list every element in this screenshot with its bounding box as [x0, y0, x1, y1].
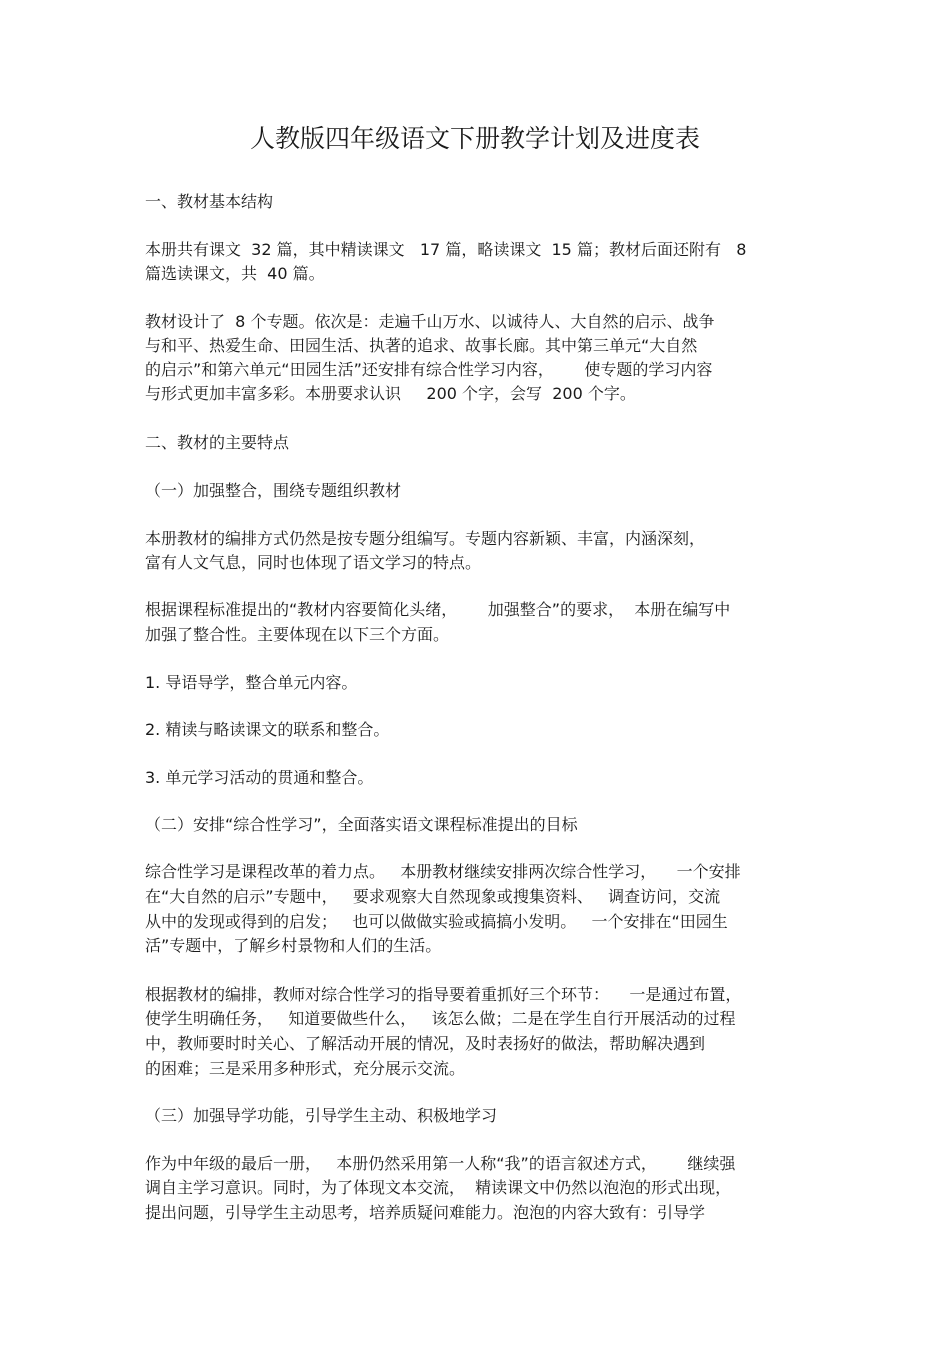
paragraph-line: 综合性学习是课程改革的着力点。 本册教材继续安排两次综合性学习， 一个安排	[145, 862, 741, 881]
paragraph-line: 中，教师要时时关心、了解活动开展的情况，及时表扬好的做法，帮助解决遇到	[145, 1034, 706, 1053]
paragraph-line: 的困难；三是采用多种形式，充分展示交流。	[145, 1059, 466, 1078]
subsection-heading-2: （二）安排“综合性学习”，全面落实语文课程标准提出的目标	[145, 815, 578, 834]
paragraph-line: 调自主学习意识。同时，为了体现文本交流， 精读课文中仍然以泡泡的形式出现，	[145, 1178, 732, 1197]
paragraph-line: 根据教材的编排，教师对综合性学习的指导要着重抓好三个环节： 一是通过布置，	[145, 985, 742, 1004]
paragraph-line: 富有人文气息，同时也体现了语文学习的特点。	[145, 553, 482, 572]
list-item: 2. 精读与略读课文的联系和整合。	[145, 720, 390, 739]
paragraph-line: 加强了整合性。主要体现在以下三个方面。	[145, 625, 450, 644]
paragraph-line: 根据课程标准提出的“教材内容要简化头绪， 加强整合”的要求， 本册在编写中	[145, 600, 731, 619]
paragraph-line: 与和平、热爱生命、田园生活、执著的追求、故事长廊。其中第三单元“大自然	[145, 336, 698, 355]
paragraph-line: 本册教材的编排方式仍然是按专题分组编写。专题内容新颖、丰富，内涵深刻，	[145, 529, 706, 548]
document-title: 人教版四年级语文下册教学计划及进度表	[249, 124, 700, 153]
section-heading-2: 二、教材的主要特点	[145, 433, 290, 452]
list-item: 3. 单元学习活动的贯通和整合。	[145, 768, 374, 787]
subsection-heading-1: （一）加强整合，围绕专题组织教材	[145, 481, 402, 500]
paragraph-line: 篇选读课文，共 40 篇。	[145, 264, 325, 283]
paragraph-line: 的启示”和第六单元“田园生活”还安排有综合性学习内容， 使专题的学习内容	[145, 360, 713, 379]
paragraph-line: 本册共有课文 32 篇，其中精读课文 17 篇，略读课文 15 篇；教材后面还附有 8	[145, 240, 747, 259]
section-heading-1: 一、教材基本结构	[145, 192, 274, 211]
paragraph-line: 使学生明确任务， 知道要做些什么， 该怎么做；二是在学生自行开展活动的过程	[145, 1009, 736, 1028]
paragraph-line: 与形式更加丰富多彩。本册要求认识 200 个字，会写 200 个字。	[145, 384, 636, 403]
paragraph-line: 提出问题，引导学生主动思考，培养质疑问难能力。泡泡的内容大致有：引导学	[145, 1203, 706, 1222]
paragraph-line: 教材设计了 8 个专题。依次是：走遍千山万水、以诚待人、大自然的启示、战争	[145, 312, 715, 331]
list-item: 1. 导语导学，整合单元内容。	[145, 673, 358, 692]
paragraph-line: 从中的发现或得到的启发； 也可以做做实验或搞搞小发明。 一个安排在“田园生	[145, 912, 728, 931]
subsection-heading-3: （三）加强导学功能，引导学生主动、积极地学习	[145, 1106, 498, 1125]
paragraph-line: 在“大自然的启示”专题中， 要求观察大自然现象或搜集资料、 调查访问，交流	[145, 887, 721, 906]
paragraph-line: 作为中年级的最后一册， 本册仍然采用第一人称“我”的语言叙述方式， 继续强	[145, 1154, 736, 1173]
paragraph-line: 活”专题中，了解乡村景物和人们的生活。	[145, 936, 442, 955]
